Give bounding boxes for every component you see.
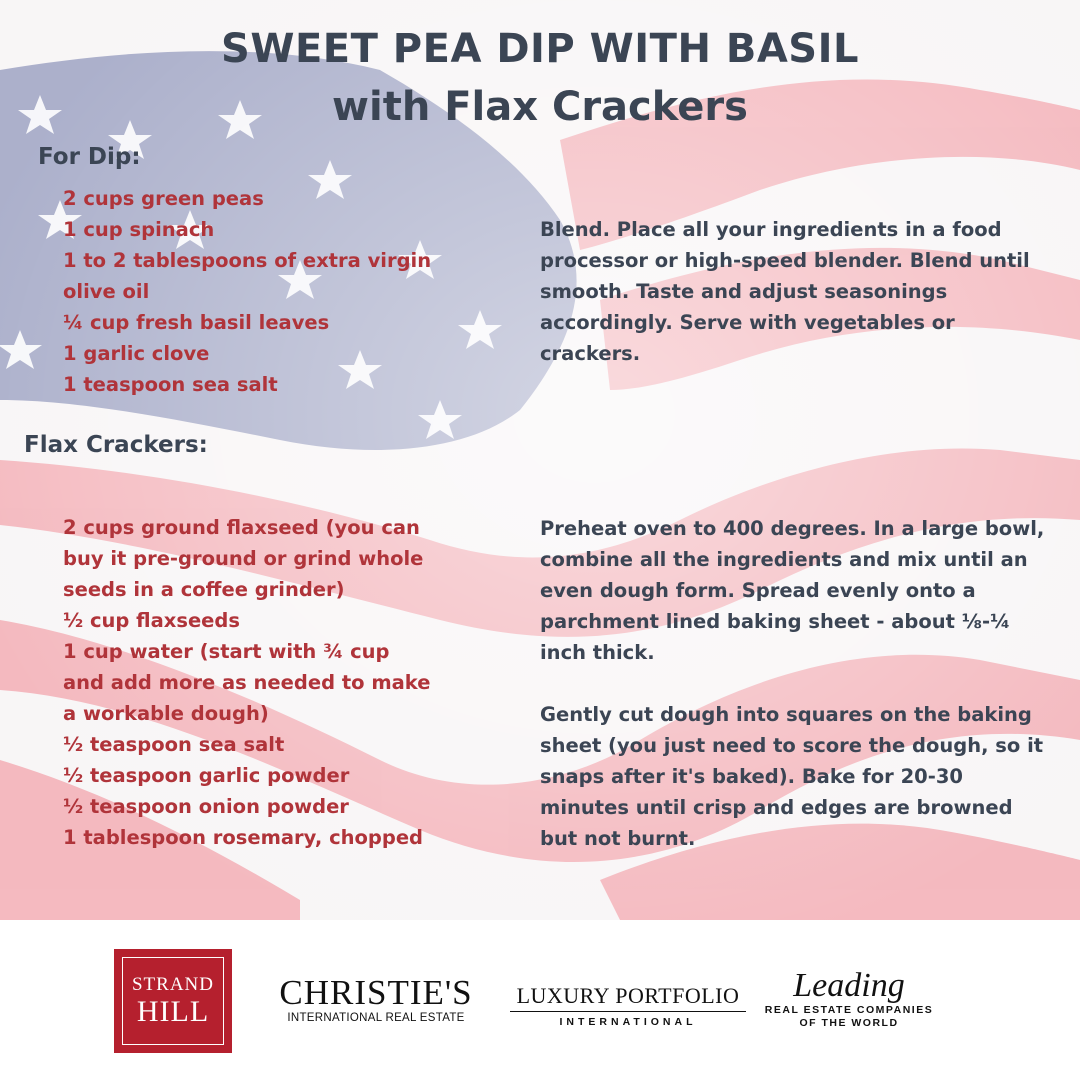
christies-logo: [258, 974, 494, 1024]
leading-logo-script: Leading: [793, 967, 905, 1004]
recipe-title: SWEET PEA DIP WITH BASIL: [221, 26, 859, 72]
christies-logo-name: CHRISTIE'S: [279, 973, 473, 1012]
list-item: 1 teaspoon sea salt: [63, 373, 278, 396]
leading-logo-sub-2: OF THE WORLD: [799, 1017, 899, 1029]
dip-instructions: Blend. Place all your ingredients in a food processor or high-speed blender. Blend until smooth. Taste and adjust seasonings accordingly. Serve with vegetables or crackers.: [540, 218, 1030, 365]
strand-hill-logo-top: STRAND: [131, 974, 214, 995]
list-item: 1 tablespoon rosemary, chopped: [63, 826, 424, 849]
list-item: 1 cup spinach: [63, 218, 215, 241]
crackers-heading: Flax Crackers:: [24, 432, 208, 458]
list-item: 1 to 2 tablespoons of extra virgin olive oil: [63, 249, 432, 303]
christies-logo-sub: INTERNATIONAL REAL ESTATE: [287, 1012, 465, 1024]
list-item: ½ teaspoon sea salt: [63, 733, 285, 756]
list-item: ¼ cup fresh basil leaves: [63, 311, 330, 334]
strand-hill-logo: [114, 949, 232, 1053]
dip-ingredients-list: [63, 183, 433, 400]
luxury-portfolio-logo: [510, 983, 746, 1028]
dip-heading: For Dip:: [38, 144, 141, 170]
crackers-ingredients-list: [63, 512, 435, 853]
list-item: 1 cup water (start with ¾ cup and add more as needed to make a workable dough): [63, 640, 431, 725]
list-item: ½ cup flaxseeds: [63, 609, 240, 632]
list-item: ½ teaspoon onion powder: [63, 795, 349, 818]
luxury-portfolio-logo-name: LUXURY PORTFOLIO: [510, 983, 746, 1012]
recipe-subtitle: with Flax Crackers: [332, 84, 748, 130]
list-item: 1 garlic clove: [63, 342, 210, 365]
crackers-instructions-2: Gently cut dough into squares on the baking sheet (you just need to score the dough, so it snaps after it's baked). Bake for 20-30 minutes until crisp and edges are browned but not burnt.: [540, 703, 1044, 850]
list-item: ½ teaspoon garlic powder: [63, 764, 350, 787]
list-item: 2 cups ground flaxseed (you can buy it pre-ground or grind whole seeds in a coffee grinder): [63, 516, 424, 601]
crackers-instructions-1: Preheat oven to 400 degrees. In a large bowl, combine all the ingredients and mix until an even dough form. Spread evenly onto a parchment lined baking sheet - about ⅛-¼ inch thick.: [540, 517, 1045, 664]
leading-re-logo: [756, 968, 942, 1030]
strand-hill-logo-bottom: HILL: [136, 995, 210, 1028]
luxury-portfolio-logo-sub: INTERNATIONAL: [559, 1016, 697, 1028]
list-item: 2 cups green peas: [63, 187, 264, 210]
leading-logo-sub-1: REAL ESTATE COMPANIES: [764, 1004, 934, 1016]
